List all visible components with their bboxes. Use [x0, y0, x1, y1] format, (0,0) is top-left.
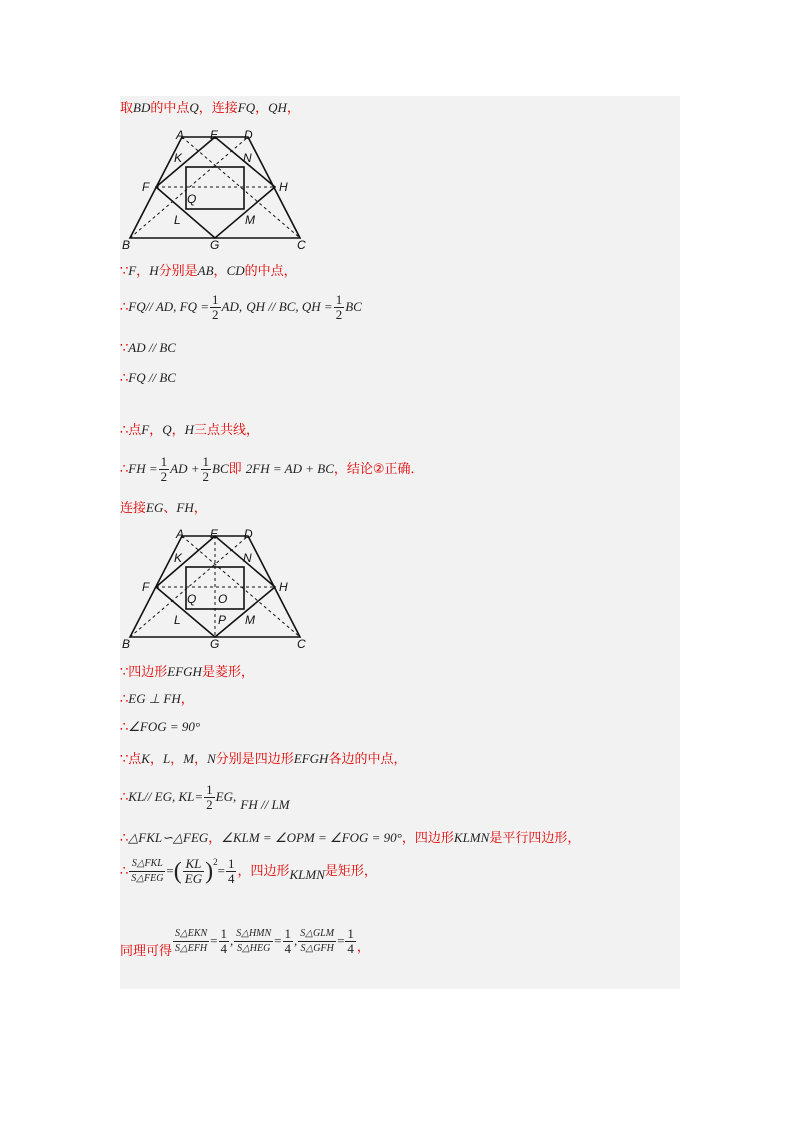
t: 同理可得: [120, 944, 173, 959]
label-D: D: [244, 527, 253, 541]
t: EFGH: [293, 751, 329, 766]
t: QH: [268, 100, 287, 115]
area-ratio-fraction: [298, 927, 336, 956]
t: KLMN: [453, 830, 490, 845]
t: 1: [212, 292, 219, 307]
t: ，: [149, 752, 163, 767]
t: KLMN: [289, 867, 325, 882]
text-line-5: [120, 369, 176, 388]
fraction: [201, 455, 212, 484]
t: 各边的中点，: [328, 752, 407, 767]
t: AD: [221, 299, 239, 314]
t: =: [210, 933, 218, 948]
t: 的中点，: [244, 264, 297, 279]
t: ∵四边形: [120, 665, 168, 680]
t: ∵: [120, 341, 129, 356]
t: 1: [284, 926, 292, 941]
t: 2: [212, 307, 219, 322]
t: Q: [189, 100, 199, 115]
t: ∴: [120, 371, 129, 386]
label-B: B: [122, 637, 131, 650]
t: ，: [213, 264, 227, 279]
t: =: [166, 863, 174, 878]
t: 连接: [120, 501, 147, 516]
t: H: [149, 263, 159, 278]
text-line-2: [120, 262, 297, 281]
t: F: [141, 422, 150, 437]
t: M: [183, 751, 195, 766]
t: BC: [212, 461, 229, 476]
text-line-7: [120, 455, 424, 484]
label-E: E: [210, 128, 219, 142]
t: 即: [228, 462, 242, 477]
t: ∠KLM = ∠OPM = ∠FOG = 90°: [221, 830, 402, 845]
t: ∠FOG = 90°: [128, 719, 201, 734]
t: FQ // BC: [128, 370, 176, 385]
t: ∴: [120, 692, 129, 707]
t: 2: [160, 469, 168, 484]
label-N: N: [243, 551, 252, 565]
t: ，四边形: [237, 864, 290, 879]
t: ，: [171, 423, 185, 438]
t: F: [128, 263, 137, 278]
t: ，: [170, 752, 184, 767]
t: EFGH: [167, 664, 202, 679]
text-line-3: [120, 293, 362, 322]
t: S△FKL: [129, 857, 165, 872]
t: ∴: [120, 864, 129, 879]
t: ，: [194, 752, 208, 767]
t: S△GFH: [300, 943, 334, 954]
label-A: A: [176, 128, 185, 142]
t: 2FH = AD + BC: [245, 461, 334, 476]
t: FH =: [128, 461, 158, 476]
label-F: F: [142, 180, 150, 194]
t: KL: [183, 857, 204, 872]
t: S△EKN: [173, 927, 209, 942]
label-L: L: [174, 213, 181, 227]
t: ，: [255, 101, 269, 116]
label-M: M: [245, 613, 255, 627]
t: AB: [197, 263, 214, 278]
label-F: F: [142, 580, 150, 594]
fraction: [283, 927, 294, 956]
t: S△HMN: [234, 927, 273, 942]
t: KL// EG, KL=: [128, 789, 204, 804]
t: 4: [347, 941, 354, 956]
label-K: K: [174, 151, 183, 165]
fraction: [334, 293, 345, 322]
fraction: [183, 857, 204, 886]
label-H: H: [279, 580, 288, 594]
t: ,: [233, 789, 237, 804]
t: L: [162, 751, 171, 766]
t: FQ: [237, 100, 256, 115]
area-ratio-fraction: [173, 927, 209, 956]
t: 是平行四边形，: [489, 831, 581, 846]
label-K: K: [174, 551, 183, 565]
t: 2: [202, 469, 209, 484]
t: ∵点: [120, 752, 142, 767]
t: K: [141, 751, 150, 766]
text-line-11: [120, 718, 200, 737]
t: 1: [206, 782, 213, 797]
t: 分别是: [158, 264, 198, 279]
fraction: [159, 455, 170, 484]
text-line-15: [120, 857, 377, 886]
t: 是菱形，: [201, 665, 254, 680]
t: S△FEG: [131, 873, 164, 884]
label-O: O: [218, 592, 228, 606]
t: 1: [227, 856, 235, 871]
t: ，: [136, 264, 150, 279]
fraction: [210, 293, 221, 322]
label-P: P: [218, 613, 227, 627]
t: 1: [202, 454, 209, 469]
area-ratio-fraction: [234, 927, 273, 956]
t: ∵: [120, 264, 129, 279]
t: 是矩形，: [324, 864, 377, 879]
label-M: M: [245, 213, 255, 227]
label-D: D: [244, 128, 253, 142]
t: △FKL∽△FEG: [128, 830, 209, 845]
trapezoid-figure-1: [120, 125, 310, 250]
t: FQ// AD, FQ =: [128, 299, 210, 314]
t: ∴: [120, 462, 129, 477]
label-Q: Q: [187, 592, 197, 606]
t: ，: [149, 423, 163, 438]
t: ，: [286, 101, 300, 116]
t: ,: [238, 299, 243, 314]
t: 三点共线，: [194, 423, 260, 438]
t: ，: [180, 692, 194, 707]
t: FH: [176, 500, 194, 515]
t: AD +: [170, 461, 200, 476]
t: S△EFH: [175, 943, 208, 954]
text-line-9: [120, 663, 254, 682]
text-line-13: [120, 783, 290, 812]
t: ，: [356, 940, 370, 955]
t: QH // BC, QH =: [246, 299, 333, 314]
t: H: [184, 422, 195, 437]
label-G: G: [210, 238, 220, 250]
t: ，: [208, 831, 222, 846]
text-line-6: [120, 421, 259, 440]
t: Q: [162, 422, 172, 437]
fraction: [345, 927, 356, 956]
label-A: A: [176, 527, 185, 541]
t: 、: [163, 501, 177, 516]
t: S△GLM: [298, 927, 336, 942]
t: ，: [193, 501, 207, 516]
t: S△HEG: [237, 943, 271, 954]
text-line-14: [120, 829, 580, 848]
text-line-16: [120, 926, 370, 959]
label-N: N: [243, 151, 252, 165]
t: 4: [227, 871, 235, 886]
t: ∴: [120, 720, 129, 735]
label-G: G: [210, 637, 220, 650]
label-E: E: [210, 527, 219, 541]
t: EG: [215, 789, 234, 804]
t: AD // BC: [128, 340, 176, 355]
text-line-12: [120, 750, 406, 769]
paren-close: ): [205, 858, 214, 885]
t: 分别是四边形: [215, 752, 294, 767]
t: FH // LM: [240, 797, 290, 812]
t: CD: [226, 263, 245, 278]
t: ∴: [120, 831, 129, 846]
label-B: B: [122, 238, 131, 250]
fraction: [204, 783, 215, 812]
t: ,: [230, 933, 234, 948]
t: ∴: [120, 300, 129, 315]
t: 4: [220, 941, 227, 956]
t: BD: [133, 100, 151, 115]
t: 1: [335, 292, 343, 307]
label-C: C: [297, 238, 306, 250]
t: ,: [294, 933, 298, 948]
t: 的中点: [150, 101, 190, 116]
text-line-8: [120, 499, 207, 518]
area-ratio-fraction: [129, 857, 165, 886]
t: 取: [120, 101, 134, 116]
t: =: [217, 863, 225, 878]
text-line-1: [120, 99, 300, 118]
text-line-10: [120, 690, 194, 709]
t: ∴: [120, 790, 129, 805]
paren-open: (: [173, 858, 182, 885]
t: 4: [284, 941, 292, 956]
t: 2: [335, 307, 343, 322]
trapezoid-figure-2: [120, 524, 310, 650]
t: BC: [345, 299, 362, 314]
label-C: C: [297, 637, 306, 650]
t: EG: [146, 500, 164, 515]
t: ，连接: [198, 101, 238, 116]
t: ，结论②正确．: [333, 462, 424, 477]
fraction: [226, 857, 237, 886]
t: ，四边形: [401, 831, 454, 846]
t: EG ⊥ FH: [128, 691, 181, 706]
t: 1: [220, 926, 227, 941]
t: =: [274, 933, 282, 948]
label-H: H: [279, 180, 288, 194]
label-Q: Q: [187, 192, 197, 206]
label-L: L: [174, 613, 181, 627]
t: EG: [184, 871, 203, 886]
fraction: [219, 927, 230, 956]
t: 2: [213, 857, 218, 867]
t: 1: [347, 926, 354, 941]
text-line-4: [120, 339, 176, 358]
t: 2: [206, 797, 213, 812]
t: N: [207, 751, 216, 766]
t: =: [337, 933, 345, 948]
t: ∴点: [120, 423, 142, 438]
t: 1: [160, 454, 168, 469]
